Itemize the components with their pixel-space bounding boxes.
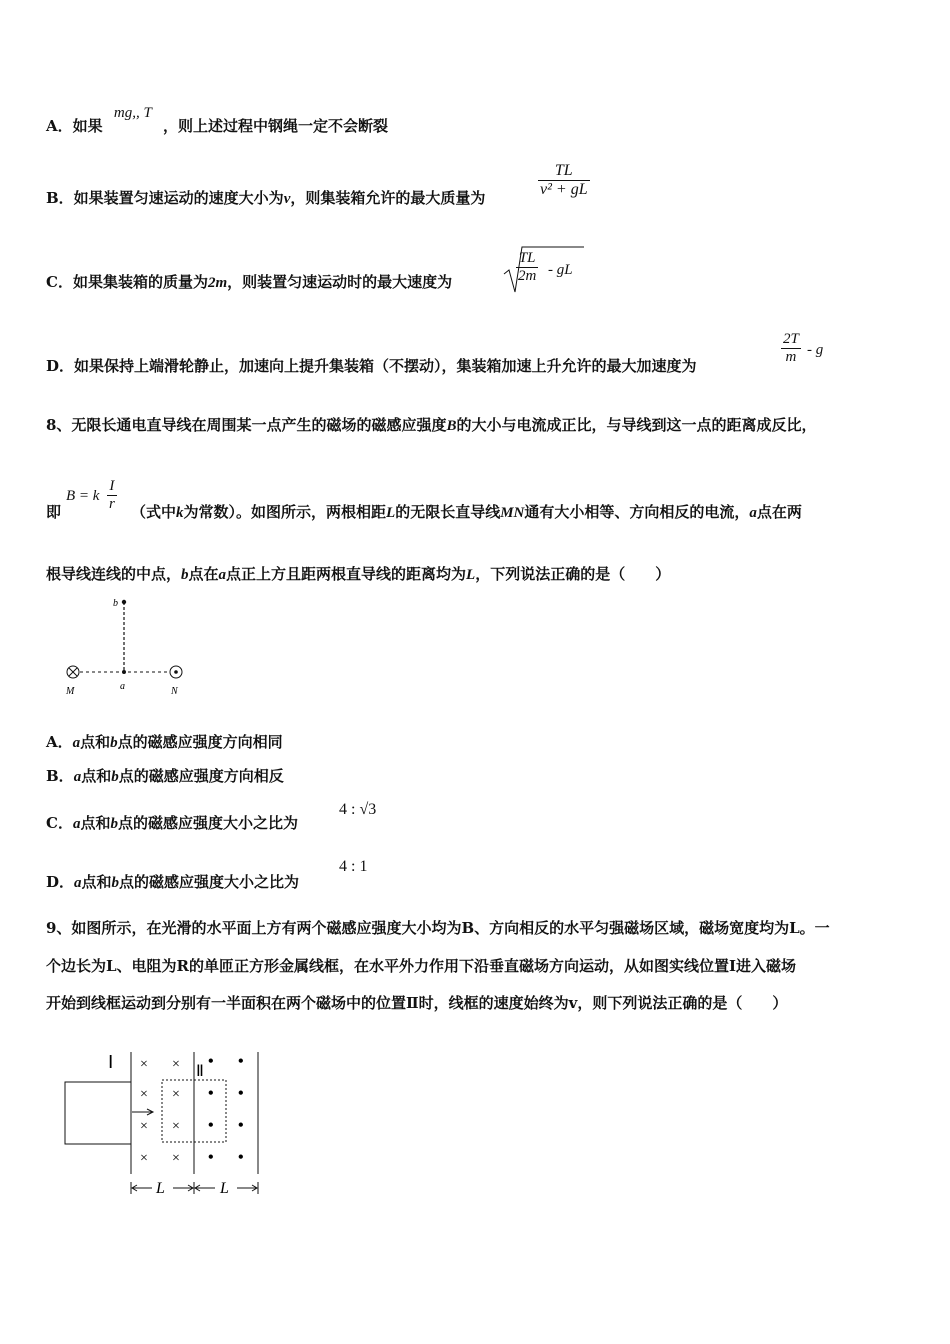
q9-line-2: 个边长为L、电阻为R的单匝正方形金属线框，在水平外力作用下沿垂直磁场方向运动，从如图实线位置Ⅰ进入磁场 xyxy=(46,957,797,975)
q8-line-1 xyxy=(46,414,816,435)
q7-c-den: 2m xyxy=(518,268,537,284)
q8-c-t2: 点的磁感应强度大小之比为 xyxy=(117,814,298,832)
q8-d-ratio: 4 : 1 xyxy=(339,858,368,875)
q8-line-3 xyxy=(46,563,670,584)
q8-a-t2: 点的磁感应强度方向相同 xyxy=(117,733,283,751)
q7-c-prefix: C．如果集装箱的质量为 xyxy=(46,273,208,291)
q8-line-2 xyxy=(46,501,61,522)
q8-line3-b: b xyxy=(181,567,189,583)
q7-a-suffix: ，则上述过程中钢绳一定不会断裂 xyxy=(163,117,389,135)
q8-line3-c: 点在 xyxy=(188,565,219,583)
q9-cross-icon: × xyxy=(140,1057,148,1072)
q8-line3-a: 根导线连线的中点， xyxy=(46,565,182,583)
q9-cross-icon: × xyxy=(140,1151,148,1166)
q9-line-1: 9、如图所示，在光滑的水平面上方有两个磁感应强度大小均为B、方向相反的水平匀强磁场区域，磁场宽度均为L。一 xyxy=(46,919,830,937)
q8-point-a xyxy=(122,670,126,674)
q8-c-t1: 点和 xyxy=(80,814,111,832)
q9-dot-icon: • xyxy=(238,1149,244,1166)
q7-c-mass: 2m xyxy=(207,275,228,291)
q9-cross-icon: × xyxy=(140,1087,148,1102)
q7-b-prefix: B．如果装置匀速运动的速度大小为 xyxy=(46,189,284,207)
q8-option-d[interactable] xyxy=(46,871,299,892)
q8-line2-mn: MN xyxy=(500,505,525,521)
q8-d-t1: 点和 xyxy=(81,873,112,891)
q7-c-mid: ，则装置匀速运动时的最大速度为 xyxy=(227,273,453,291)
q8-formula-lhs: B = k xyxy=(66,488,100,504)
q8-line-2-rest xyxy=(131,501,802,522)
q9-dot-icon: • xyxy=(238,1085,244,1102)
q8-a-label: A． xyxy=(46,733,73,751)
q8-b-p2: b xyxy=(111,769,119,785)
q8-b-t1: 点和 xyxy=(81,767,112,785)
q7-option-a[interactable] xyxy=(46,105,389,136)
q7-d-fraction xyxy=(781,331,801,366)
q8-c-p1: a xyxy=(72,816,81,832)
q7-option-c[interactable] xyxy=(46,271,452,292)
q7-c-sqrt-sign xyxy=(502,244,586,296)
q8-formula-num: I xyxy=(109,478,115,494)
q7-c-num: TL xyxy=(518,250,536,266)
q9-cross-icon: × xyxy=(172,1119,180,1134)
q8-option-c[interactable] xyxy=(46,812,298,833)
q8-d-p1: a xyxy=(74,875,82,891)
q8-c-p2: b xyxy=(110,816,118,832)
q9-dot-icon: • xyxy=(208,1085,214,1102)
q7-c-fraction xyxy=(516,250,538,285)
q8-line3-a2: a xyxy=(218,567,227,583)
q7-option-d[interactable] xyxy=(46,355,697,376)
q7-d-text: D．如果保持上端滑轮静止，加速向上提升集装箱（不摆动），集装箱加速上升允许的最大加速度为 xyxy=(46,357,697,375)
q9-line-3: 开始到线框运动到分别有一半面积在两个磁场中的位置Ⅱ时，线框的速度始终为v，则下列说法正确的是（ ） xyxy=(46,994,788,1012)
q8-b-label: B． xyxy=(46,767,74,785)
q8-formula-den: r xyxy=(109,496,115,512)
q8-point-b xyxy=(122,600,126,604)
q8-line2-a2: a xyxy=(749,505,757,521)
q9-velocity-arrow xyxy=(132,1109,153,1115)
q7-c-tail: - gL xyxy=(548,262,573,278)
q8-line1-tail: 的大小与电流成正比，与导线到这一点的距离成反比， xyxy=(456,416,817,434)
q8-label-m: M xyxy=(66,686,75,697)
q9-cross-icon: × xyxy=(140,1119,148,1134)
q8-d-p2: b xyxy=(111,875,120,891)
q9-dimension-lines xyxy=(131,1182,258,1194)
q8-option-b[interactable] xyxy=(46,765,284,786)
q7-b-v: v xyxy=(283,191,291,207)
q9-dot-icon: • xyxy=(208,1053,214,1070)
q8-line2-e: 点在两 xyxy=(756,503,802,521)
q9-cross-icon: × xyxy=(172,1087,180,1102)
q8-line2-c: 的无限长直导线 xyxy=(395,503,501,521)
q7-b-den: v² + gL xyxy=(540,181,588,198)
q8-line1-text: 8、无限长通电直导线在周围某一点产生的磁场的磁感应强度 xyxy=(46,416,447,434)
q9-cross-icon: × xyxy=(172,1151,180,1166)
q8-label-n: N xyxy=(171,686,178,697)
q9-dot-icon: • xyxy=(238,1117,244,1134)
q9-label-position-1: Ⅰ xyxy=(108,1052,114,1072)
q8-line3-e: ，下列说法正确的是（ ） xyxy=(475,565,671,583)
q8-line2-k: k xyxy=(176,505,184,521)
q7-a-prefix: A．如果 xyxy=(46,117,103,135)
q8-label-a: a xyxy=(120,681,125,692)
q9-cross-icon: × xyxy=(172,1057,180,1072)
q7-d-num: 2T xyxy=(783,331,799,347)
q8-d-t2: 点的磁感应强度大小之比为 xyxy=(119,873,300,891)
q8-label-b: b xyxy=(113,598,118,609)
q9-label-position-2: Ⅱ xyxy=(196,1063,204,1080)
q8-line3-l: L xyxy=(466,567,476,583)
q8-line2-l: L xyxy=(386,505,396,521)
q8-a-p2: b xyxy=(110,735,118,751)
q7-b-mid: ，则集装箱允许的最大质量为 xyxy=(290,189,486,207)
q7-b-fraction xyxy=(538,162,590,199)
q8-figure xyxy=(58,592,198,702)
q9-label-l-1: L xyxy=(156,1180,165,1197)
q8-formula-fraction xyxy=(107,478,117,513)
q9-dot-icon: • xyxy=(208,1117,214,1134)
q8-line2-d: 通有大小相等、方向相反的电流， xyxy=(524,503,750,521)
q8-line2-prefix: 即 xyxy=(46,503,62,521)
q9-label-l-2: L xyxy=(220,1180,229,1197)
q7-b-num: TL xyxy=(554,162,573,179)
q8-b-t2: 点的磁感应强度方向相反 xyxy=(118,767,284,785)
q8-line3-d: 点正上方且距两根直导线的距离均为 xyxy=(226,565,467,583)
q7-option-b[interactable] xyxy=(46,187,485,208)
q9-dot-icon: • xyxy=(208,1149,214,1166)
q9-dot-icon: • xyxy=(238,1053,244,1070)
q8-line2-a: （式中 xyxy=(131,503,177,521)
q8-d-label: D． xyxy=(46,873,75,891)
q8-a-p1: a xyxy=(72,735,81,751)
q8-line2-b: 为常数）。如图所示，两根相距 xyxy=(183,503,387,521)
q8-b-p1: a xyxy=(73,769,82,785)
q8-wire-m-cross-icon xyxy=(67,666,79,678)
q8-c-ratio: 4 : √3 xyxy=(339,801,377,818)
q8-line1-b: B xyxy=(446,418,457,434)
q7-d-tail: - g xyxy=(807,342,824,358)
q7-a-math: mg,, T xyxy=(113,105,152,121)
q7-d-den: m xyxy=(781,348,801,366)
q8-wire-n-dot-icon xyxy=(170,666,182,678)
q8-a-t1: 点和 xyxy=(80,733,111,751)
q9-figure xyxy=(60,1046,270,1200)
q9-frame-position-1 xyxy=(65,1082,131,1144)
q8-option-a[interactable] xyxy=(46,731,283,752)
q8-c-label: C． xyxy=(46,814,73,832)
